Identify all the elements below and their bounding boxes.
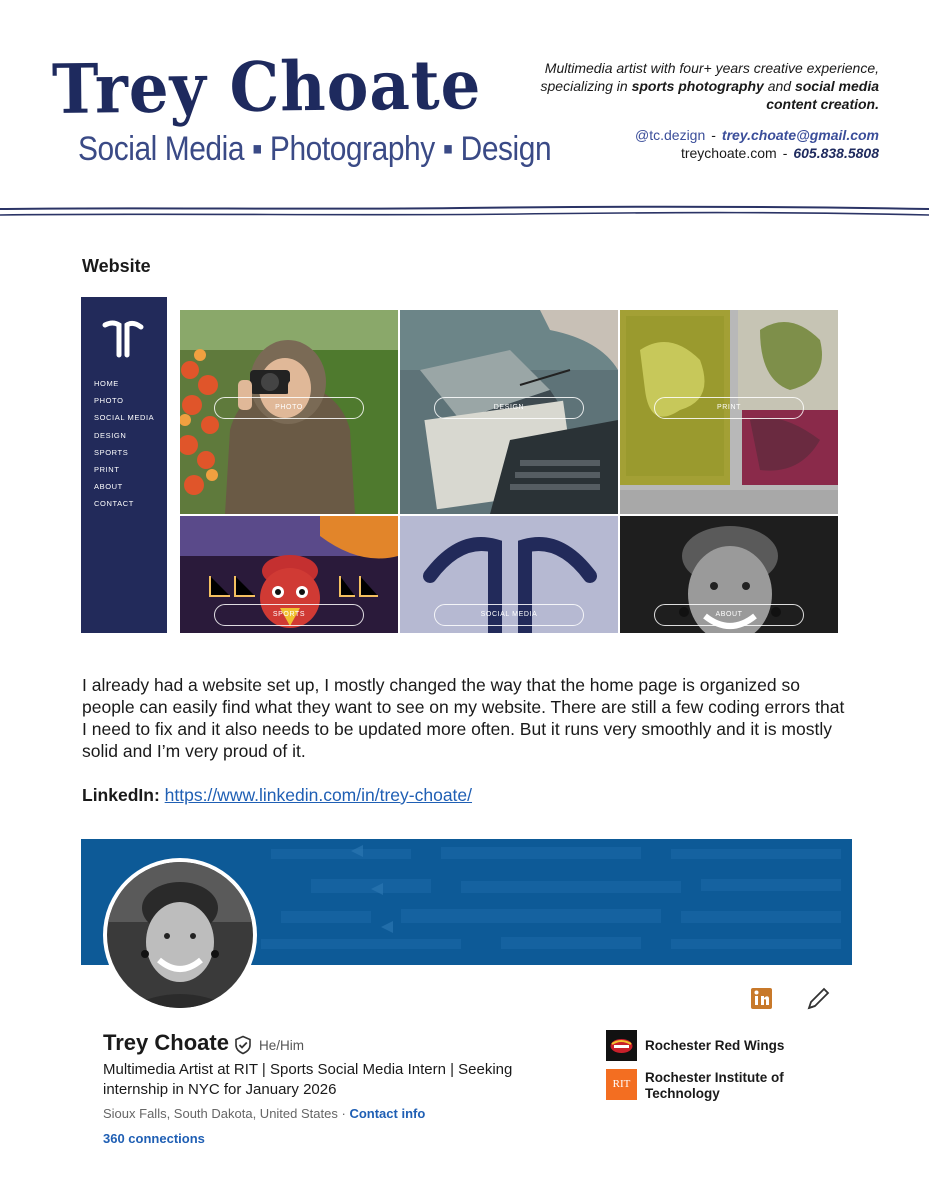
tile-label-design: DESIGN [434, 397, 584, 419]
linkedin-url-link[interactable]: https://www.linkedin.com/in/trey-choate/ [164, 785, 473, 805]
org-name: Rochester Institute of Technology [645, 1070, 784, 1101]
profile-pronouns: He/Him [259, 1038, 305, 1053]
section-title: Website [82, 256, 151, 276]
tile-photo[interactable] [180, 310, 398, 514]
connections-link[interactable]: 360 connections [103, 1131, 205, 1146]
brand-tagline: Social Media ▪ Photography ▪ Design [78, 130, 552, 168]
separator: - [782, 145, 788, 161]
phone-number: 605.838.5808 [793, 145, 879, 161]
tile-social-media[interactable] [400, 516, 618, 633]
org-name: Rochester Red Wings [645, 1038, 785, 1053]
profile-location [103, 1106, 425, 1121]
nav-item-social-media[interactable]: SOCIAL MEDIA [94, 413, 155, 423]
tile-label-sports: SPORTS [214, 604, 364, 626]
profile-name: Trey Choate [103, 1030, 229, 1055]
rit-logo: RIT [606, 1069, 637, 1100]
bio-highlight-1: sports photography [631, 78, 764, 94]
avatar-photo [107, 862, 253, 1008]
bio-highlight-2: social media content creation. [766, 78, 879, 112]
tile-label-photo: PHOTO [214, 397, 364, 419]
red-wings-logo [606, 1030, 637, 1061]
website-tile-grid [180, 310, 838, 633]
nav-item-print[interactable]: PRINT [94, 464, 120, 474]
tile-about[interactable] [620, 516, 838, 633]
header-divider [0, 204, 929, 218]
resume-header [0, 0, 929, 220]
nav-item-home[interactable]: HOME [94, 379, 119, 388]
website-nav [94, 379, 154, 517]
location-text: Sioux Falls, South Dakota, United States [103, 1106, 338, 1121]
tile-label-social-media: SOCIAL MEDIA [434, 604, 584, 626]
tile-print[interactable] [620, 310, 838, 514]
email-link[interactable]: trey.choate@gmail.com [721, 127, 879, 143]
pencil-icon[interactable] [809, 989, 828, 1008]
separator: - [711, 127, 716, 143]
social-handle[interactable]: @tc.dezign [635, 127, 706, 143]
tile-label-about: ABOUT [654, 604, 804, 626]
org-red-wings[interactable] [606, 1030, 805, 1061]
tile-label-print: PRINT [654, 397, 804, 419]
dot-separator: · [341, 1106, 346, 1121]
nav-item-photo[interactable]: PHOTO [94, 396, 124, 406]
website-description: I already had a website set up, I mostly changed the way that the home page is organized so people can easily find what they want to see on my website. There are still a few coding errors that I need to fix and it also needs to be updated more often. But it runs very smoothly and it is mostly solid and I’m very proud of it. [82, 675, 845, 761]
org-rit[interactable] [606, 1069, 805, 1102]
tile-sports[interactable] [180, 516, 398, 633]
profile-actions [750, 986, 840, 1012]
profile-avatar[interactable] [103, 858, 257, 1012]
nav-item-design[interactable]: DESIGN [94, 430, 127, 440]
nav-item-contact[interactable]: CONTACT [94, 499, 134, 509]
website-screenshot [81, 297, 838, 633]
website-link[interactable]: treychoate.com [680, 145, 777, 161]
tile-design[interactable] [400, 310, 618, 514]
nav-item-about[interactable]: ABOUT [94, 482, 123, 492]
nav-item-sports[interactable]: SPORTS [94, 447, 129, 457]
linkedin-label: LinkedIn: [82, 785, 160, 805]
tc-logo-icon [101, 315, 145, 359]
bio [539, 59, 879, 113]
contact-info-link[interactable]: Contact info [349, 1106, 426, 1121]
bio-text-1: Multimedia artist with four+ years creative experience, specializing in [540, 60, 879, 94]
profile-headline: Multimedia Artist at RIT | Sports Social Media Intern | Seeking internship in NYC for January 2026 [103, 1061, 513, 1098]
website-sidebar [81, 297, 167, 633]
verified-shield-icon[interactable] [233, 1035, 253, 1055]
brand-name: Trey Choate [51, 45, 482, 130]
linkedin-icon[interactable] [751, 988, 772, 1009]
bio-text-2: and [763, 78, 795, 94]
contact-info [539, 126, 879, 162]
linkedin-line [82, 784, 472, 806]
profile-action-icons [750, 986, 840, 1012]
